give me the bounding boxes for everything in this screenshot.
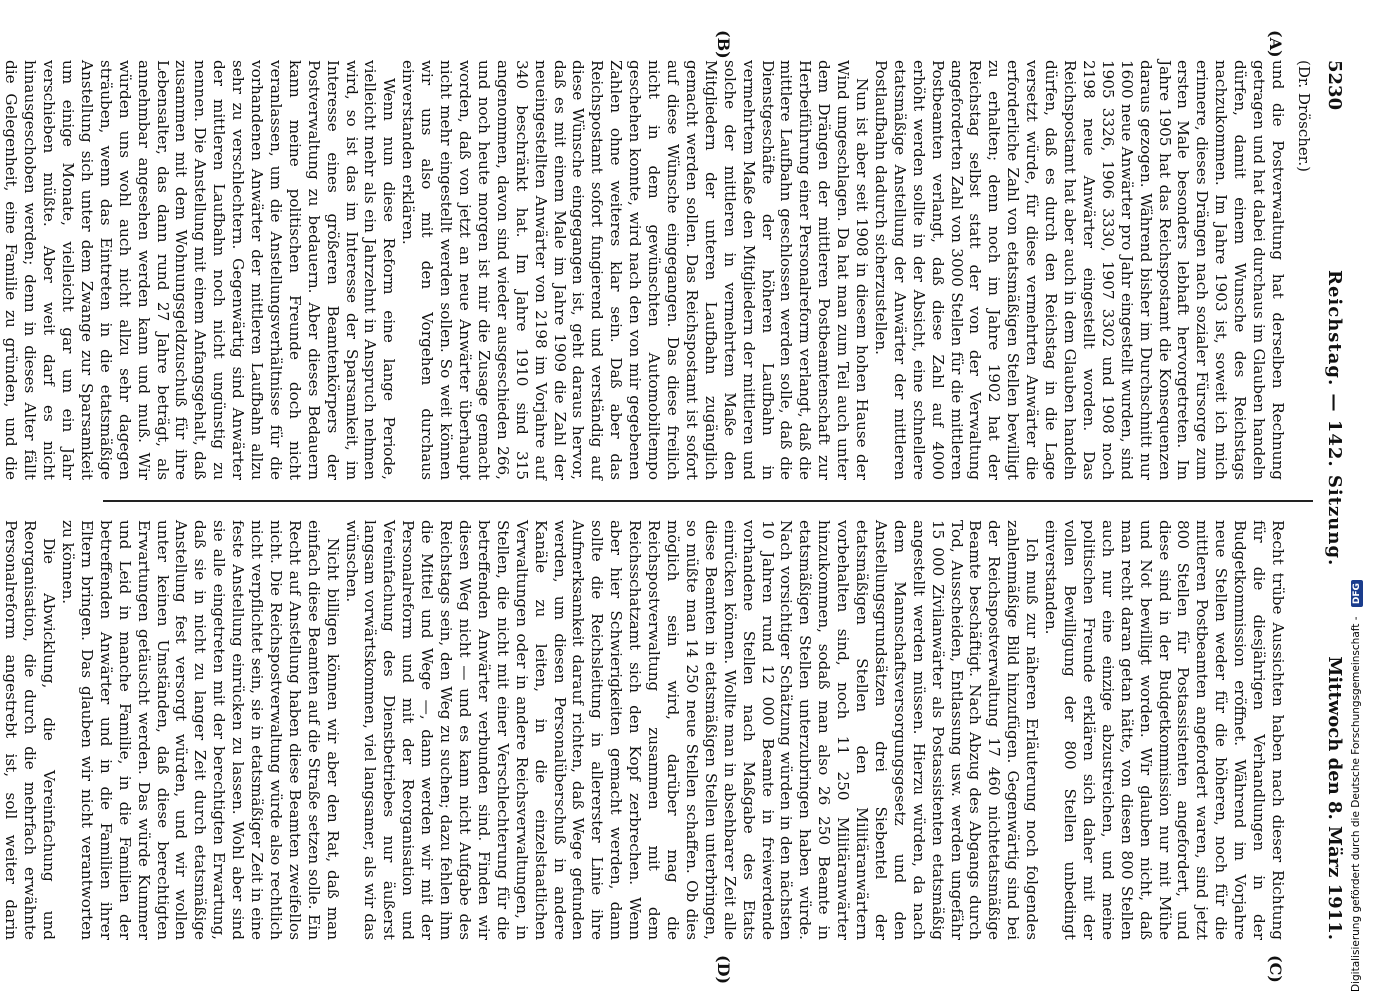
- right-column: [2, 520, 1287, 940]
- footer-text: Digitalisierung gefördert durch die Deutsche Forschungsgemeinschaft -: [1350, 616, 1362, 992]
- page-number: 5230: [1324, 60, 1345, 111]
- page-header: [1317, 60, 1345, 940]
- margin-marker-c: (C): [1266, 955, 1285, 983]
- paragraph: Recht trübe Aussichten haben nach dieser Richtung für die diesjährigen Verhandlungen in der Budgetkommission eröffnet. Während im Vorjahre neue Stellen weder für die höheren, noch für die mittleren Postbeamten angefordert waren, sind jetzt 800 Stellen für Postassistenten angefordert, und diese sind in der Budgetkommission nur mit Mühe und Not bewilligt worden. Wir glauben nicht, daß man recht daran getan hätte, von diesen 800 Stellen auch nur eine einzige abzustreichen, und meine politischen Freunde erklären sich daher mit der vollen Bewilligung der 800 Stellen unbedingt einverstanden.: [1042, 520, 1287, 940]
- paragraph: Nicht billigen können wir aber den Rat, daß man einfach diese Beamten auf die Straße setzen solle. Ein Recht auf Anstellung haben diese Beamten zweifellos nicht. Die Reichspostverwaltung würde also rechtlich nicht verpflichtet sein, sie in etatsmäßiger Zeit in eine feste Anstellung einrücken zu lassen. Wohl aber sind sie alle eingetreten mit der berechtigten Erwartung, daß sie in nicht zu langer Zeit durch etatsmäßige Anstellung fest versorgt würden, und wir wollen unter keinen Umständen, daß diese berechtigten Erwartungen getäuscht werden. Das würde Kummer und Leid in manche Familie, in die Familien der betreffenden Anwärter und in die Familien ihrer Eltern bringen. Das glauben wir nicht verantworten zu können.: [59, 520, 342, 940]
- margin-marker-b: (B): [714, 30, 733, 59]
- margin-marker-d: (D): [714, 955, 733, 985]
- margin-marker-a: (A): [1266, 30, 1285, 58]
- paragraph: Die Abwicklung, die Vereinfachung und Reorganisation, die durch die mehrfach erwähnte Personalreform angestrebt ist, soll weiter darin: [2, 520, 59, 940]
- paragraph: Wenn nun diese Reform eine lange Periode, vielleicht mehr als ein Jahrzehnt in Anspruch nehmen wird, so ist das im Interesse der Sparsamkeit, im Interesse eines größeren Beamtenkörpers der Postverwaltung zu bedauern. Aber dieses Bedauern kann meine politischen Freunde doch nicht veranlassen, um die Anstellungsverhältnisse für die vorhandenen Anwärter der mittleren Laufbahn allzu sehr zu verschlechtern. Gegenwärtig sind Anwärter der mittleren Laufbahn noch nicht ungünstig zu nennen. Die Anstellung mit einem Anfangsgehalt, daß zusammen mit dem Wohnungsgeldzuschuß für ihre Lebensalter, das dann rund 27 Jahre beträgt, als annehmbar angesehen werden kann und muß. Wir würden uns wohl auch nicht allzu sehr dagegen sträuben, wenn das Eintreten in die etatsmäßige Anstellung sich unter dem Zwange zur Sparsamkeit um einige Monate, vielleicht gar um ein Jahr verschieben müßte. Aber weit darf es nicht hinausgeschoben werden; denn in dieses Alter fällt die Gelegenheit, eine Familie zu gründen, und die: [2, 60, 399, 480]
- left-column: [2, 60, 1287, 480]
- digitization-footer: [1350, 92, 1368, 992]
- column-divider: [103, 500, 1313, 502]
- paragraph: Nun ist aber seit 1908 in diesem hohen Hause der Wind umgeschlagen. Da hat man zum Teil auch unter dem Drängen der mittleren Postbeamtenschaft zur Herbeiführung einer Personalreform verlangt, daß die mittlere Laufbahn geschlossen werden solle, daß die Dienstgeschäfte der höheren Laufbahn in vermehrtem Maße den Mitgliedern der mittleren und solche der mittleren in vermehrtem Maße den Mitgliedern der unteren Laufbahn zugänglich gemacht werden sollen. Das Reichspostamt ist sofort auf diese Wünsche eingegangen. Das diese freilich nicht in dem gewünschten Automobiltempo geschehen konnte, wird nach den von mir gegebenen Zahlen ohne weiteres klar sein. Daß aber das Reichspostamt sofort fungierend und verständig auf diese Wünsche eingegangen ist, geht daraus hervor, daß es mit einem Male im Jahre 1909 die Zahl der neueingestellten Anwärter von 2198 im Vorjahre auf 340 beschränkt hat. Im Jahre 1910 sind 315 angenommen, davon sind wieder ausgeschieden 266, und noch heute morgen ist mir die Zusage gemacht worden, daß von jetzt an neue Anwärter überhaupt nicht mehr eingestellt werden sollen. So weit können wir uns also mit den Vorgehen durchaus einverstanden erklären.: [399, 60, 872, 480]
- session-title: Reichstag. — 142. Sitzung.: [1324, 270, 1345, 567]
- speaker-name: (Dr. Dröscher.): [1295, 60, 1313, 172]
- session-date: Mittwoch den 8. März 1911.: [1324, 656, 1345, 940]
- paragraph: und die Postverwaltung hat derselben Rechnung getragen und hat dabei durchaus im Glauben handeln dürfen, damit einem Wunsche des Reichstags nachzukommen. Im Jahre 1903 ist, soweit ich mich erinnere, dieses Drängen nach sozialer Fürsorge zum ersten Male besonders lebhaft hervorgetreten. Im Jahre 1905 hat das Reichspostamt die Konsequenzen daraus gezogen. Während bisher im Durchschnitt nur 1600 neue Anwärter pro Jahr eingestellt wurden, sind 1905 3326, 1906 3330, 1907 3302 und 1908 noch 2198 neue Anwärter eingestellt worden. Das Reichspostamt hat aber auch in dem Glauben handeln dürfen, daß es durch den Reichstag in die Lage versetzt würde, für diese vermehrten Anwärter die erforderliche Zahl von etatsmäßigen Stellen bewilligt zu erhalten; denn noch im Jahre 1902 hat der Reichstag selbst statt der von der Verwaltung angeforderten Zahl von 3000 Stellen für die mittleren Postbeamten verlangt, daß diese Zahl auf 4000 erhöht werden sollte in der Absicht, eine schnellere etatsmäßige Anstellung der Anwärter der mittleren Postlaufbahn dadurch sicherzustellen.: [871, 60, 1287, 480]
- dfg-logo: DFG: [1351, 580, 1363, 607]
- paragraph: Ich muß zur näheren Erläuterung noch folgendes zahlenmäßige Bild hinzufügen. Gegenwärtig sind bei der Reichspostverwaltung 17 460 nichtetatsmäßige Beamte beschäftigt. Nach Abzug des Abgangs durch Tod, Ausscheiden, Entlassung usw. werden ungefähr 15 000 Zivilanwärter als Postassistenten etatsmäßig angestellt werden müssen. Hierzu würden, da nach dem Mannschaftsversorgungsgesetz und den Anstellungsgrundsätzen drei Siebentel der etatsmäßigen Stellen den Militäranwärtern vorbehalten sind, noch 11 250 Militäranwärter hinzukommen, sodaß man also 26 250 Beamte in etatsmäßigen Stellen unterzubringen haben würde. Nach vorsichtiger Schätzung würden in den nächsten 10 Jahren rund 12 000 Beamte in freiwerdende vorhandene Stellen nach Maßgabe des Etats einrücken können. Wollte man in absehbarer Zeit alle diese Beamten in etatsmäßigen Stellen unterbringen, so müßte man 14 250 neue Stellen schaffen. Ob dies möglich sein wird, darüber mag die Reichspostverwaltung zusammen mit dem Reichsschatzamt sich den Kopf zerbrechen. Wenn aber hier Schwierigkeiten gemacht werden, dann sollte die Reichsleitung in allererster Linie ihre Aufmerksamkeit darauf richten, daß Wege gefunden werden, um diesen Personalüberschuß in andere Kanäle zu leiten, in die einzelstaatlichen Verwaltungen oder in andere Reichsverwaltungen, in Stellen, die nicht mit einer Verschlechterung für die betreffenden Anwärter verbunden sind. Finden wir diesen Weg nicht — und es kann nicht Aufgabe des Reichstags sein, den Weg zu suchen; dazu fehlen ihm die Mittel und Wege —, dann werden wir mit der Personalreform und mit der Reorganisation und Vereinfachung des Dienstbetriebes nur äußerst langsam vorwärtskommen, viel langsamer, als wir das wünschen.: [342, 520, 1042, 940]
